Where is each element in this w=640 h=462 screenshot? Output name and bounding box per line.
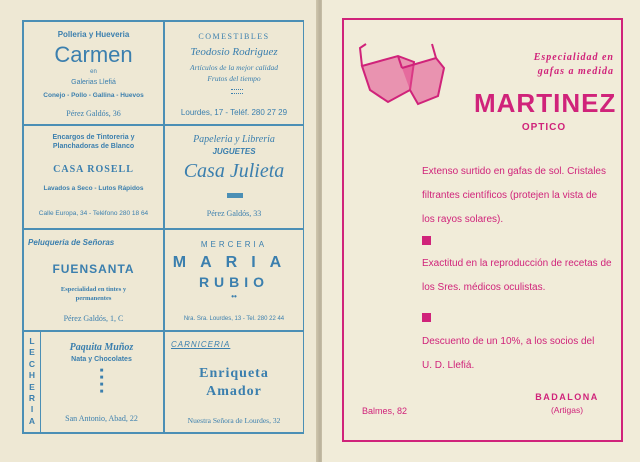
- lecheria-vertical-strip: [24, 332, 41, 432]
- martinez-paragraph-3: [422, 330, 618, 378]
- martinez-brand: MARTINEZ: [474, 88, 617, 118]
- martinez-address: Balmes, 82: [362, 406, 408, 416]
- ad-carniceria: [164, 331, 304, 433]
- ad-carmen-line1: Polleria y Hueveria: [57, 30, 130, 39]
- martinez-p1-line: los rayos solares).: [422, 214, 504, 225]
- martinez-p2-line: los Sres. médicos oculistas.: [422, 282, 546, 293]
- ad-casa-rosell-line1: Encargos de Tintoreria y: [52, 134, 135, 141]
- ad-fuensanta-line1: Peluqueria de Señoras: [28, 238, 115, 247]
- bullet-icon: [422, 236, 431, 245]
- ad-carniceria-address: Nuestra Señora de Lourdes, 32: [187, 416, 281, 425]
- ad-carmen-line5: Conejo - Pollo - Gallina - Huevos: [43, 92, 144, 99]
- ornament-icon: [231, 89, 243, 94]
- martinez-city: BADALONA: [535, 392, 599, 402]
- ad-merceria-line1: MERCERIA: [200, 240, 268, 249]
- martinez-p1-line: filtrantes científicos (protejen la vista de: [422, 190, 598, 201]
- ad-casa-rosell-line4: Lavados a Seco - Lutos Rápidos: [43, 185, 144, 192]
- martinez-ad: [342, 18, 623, 442]
- martinez-paragraph-2: [422, 252, 618, 300]
- ornament-icon: [227, 193, 243, 198]
- ad-fuensanta-line3: Especialidad en tintes y: [60, 286, 127, 293]
- right-page: [322, 0, 640, 462]
- ad-comestibles-line1: COMESTIBLES: [198, 32, 270, 41]
- ad-casa-rosell-line2: Planchadoras de Blanco: [52, 143, 135, 150]
- ad-lecheria-name: Paquita Muñoz: [69, 342, 134, 353]
- ad-comestibles-name: Teodosio Rodriguez: [190, 46, 278, 58]
- martinez-p2-line: Exactitud en la reproducción de recetas de: [422, 258, 612, 269]
- ad-carmen-line3: en: [90, 69, 97, 75]
- ad-fuensanta-line4: permanentes: [75, 295, 112, 302]
- ad-grid: [22, 20, 304, 434]
- ad-carniceria-line1: CARNICERIA: [171, 340, 231, 349]
- martinez-paragraph-1: [422, 160, 618, 232]
- ad-lecheria-address: San Antonio, Abad, 22: [65, 414, 138, 423]
- ad-casa-julieta-line1: Papeleria y Libreria: [193, 134, 275, 145]
- ad-lecheria: [23, 331, 164, 433]
- ad-fuensanta-address: Pérez Galdós, 1, C: [63, 314, 124, 323]
- martinez-p1-line: Extenso surtido en gafas de sol. Cristales: [422, 166, 606, 177]
- ad-casa-julieta-name: Casa Julieta: [183, 160, 285, 182]
- ad-carniceria-name2: Amador: [206, 384, 262, 399]
- martinez-region: (Artigas): [550, 405, 584, 415]
- ad-merceria: [164, 229, 304, 331]
- ad-lecheria-vertical: LECHERIA: [28, 336, 36, 426]
- ad-lecheria-line2: Nata y Chocolates: [71, 356, 132, 363]
- ad-carmen-name: Carmen: [54, 42, 133, 67]
- martinez-p3-line: Descuento de un 10%, a los socios del: [422, 336, 595, 347]
- bullet-icon: [422, 313, 431, 322]
- ad-comestibles: [164, 21, 304, 125]
- ad-carmen-address: Pérez Galdós, 36: [66, 109, 121, 118]
- ad-merceria-name2: RUBIO: [198, 274, 270, 290]
- martinez-header1: Especialidad en: [533, 52, 614, 63]
- ad-merceria-address: Nra. Sra. Lourdes, 13 - Tel. 280 22 44: [183, 316, 285, 322]
- martinez-p3-line: U. D. Llefiá.: [422, 360, 475, 371]
- ornament-icon: ••: [231, 292, 237, 301]
- ad-carmen-line4: Galerias Llefiá: [71, 79, 116, 86]
- left-page: [0, 0, 318, 462]
- glasses-icon: [358, 38, 448, 118]
- ad-casa-julieta: [164, 125, 304, 229]
- ad-casa-rosell-address: Calle Europa, 34 - Teléfono 280 18 64: [38, 210, 149, 217]
- martinez-header2: gafas a medida: [537, 66, 614, 77]
- ad-comestibles-address: Lourdes, 17 - Teléf. 280 27 29: [180, 108, 288, 117]
- ad-comestibles-line4: Frutos del tiempo: [207, 74, 261, 83]
- ad-merceria-name1: MARIA: [172, 254, 296, 271]
- ad-casa-julieta-line2: JUGUETES: [212, 147, 256, 156]
- ad-carniceria-name1: Enriqueta: [199, 366, 269, 381]
- ad-fuensanta: [23, 229, 164, 331]
- ornament-icon: ■ ■ ■ ■: [99, 368, 104, 395]
- ad-casa-julieta-address: Pérez Galdós, 33: [206, 209, 262, 218]
- ad-casa-rosell: [23, 125, 164, 229]
- martinez-sub: OPTICO: [521, 122, 567, 133]
- ad-carmen: [23, 21, 164, 125]
- ad-comestibles-line3: Artículos de la mejor calidad: [190, 63, 278, 72]
- ad-fuensanta-name: FUENSANTA: [52, 262, 135, 276]
- ad-casa-rosell-name: CASA ROSELL: [53, 164, 134, 175]
